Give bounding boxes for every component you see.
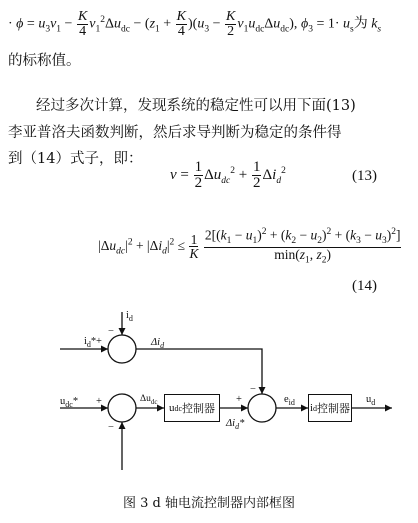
udc-controller-block [164, 394, 220, 422]
equation-14: $|\Delta u_{dc}|^2 + |\Delta i_d|^2$ ≤ $\frac{1}{K}$ $\frac{2[(k_1 - u_1)^2 + (k_2 - u_2)^2 + (k_3 - u_3)^2]}{\min(z_1, z_2)}$ [98, 227, 401, 266]
delta-id-star-label: $\Delta i_d*$ [226, 418, 245, 432]
figure-caption: 图 3 d 轴电流控制器内部框图 [123, 496, 295, 511]
udc-controller-symbol: u [168, 402, 175, 414]
equation-14-number: (14) [352, 278, 377, 294]
paragraph-line-3: 到（14）式子，即： [8, 151, 143, 167]
id-feedback-label: $i_d$ [126, 310, 133, 324]
formula-phi-line: · $\phi = u_3v_1$ − $\frac{K}{4}$ $v_1^2\Delta u_{dc} - (z_1$ + $\frac{K}{4}$ )($u_3$ − $\frac{K}{2}$ $v_1u_{dc}\Delta u_{dc}$), $\phi_3 = 1\cdot u_s$为 $k_s$ [8, 9, 382, 39]
eid-label: $e_{id}$ [284, 394, 295, 408]
sum-junction-1 [108, 335, 136, 363]
sum3-minus-sign: − [250, 384, 256, 395]
delta-id-label: $\Delta i_d$ [151, 337, 165, 351]
equation-13-number: (13) [352, 168, 377, 184]
id-star-label: $i_d*$ [84, 336, 97, 350]
sum2-minus-sign: − [108, 422, 114, 433]
sum-junction-2 [108, 394, 136, 422]
sum1-plus-sign: + [96, 336, 102, 347]
paragraph-line-1: 经过多次计算，发现系统的稳定性可以用下面(13) [36, 98, 356, 114]
id-controller-text: 控制器 [317, 403, 351, 415]
sum-junction-3 [248, 394, 276, 422]
paragraph-line-2: 李亚普洛夫函数判断，然后求导判断为稳定的条件得 [8, 125, 342, 141]
udc-controller-subscript: dc [174, 403, 183, 413]
udc-controller-text: 控制器 [182, 403, 216, 415]
udc-star-label: $u_{dc}*$ [60, 396, 79, 410]
sum1-minus-sign: − [108, 326, 114, 337]
nominal-value-line: 的标称值。 [8, 53, 81, 69]
block-diagram [0, 300, 418, 485]
delta-udc-label: $\Delta u_{dc}$ [140, 394, 158, 406]
id-controller-subscript: d [313, 403, 318, 413]
sum3-plus-sign: + [236, 394, 242, 405]
id-controller-symbol: i [309, 402, 314, 414]
id-controller-block [308, 394, 352, 422]
ud-output-label: $u_d$ [366, 394, 376, 408]
delta-id-line [136, 349, 262, 394]
formula-tail-text: 为 [353, 15, 368, 32]
equation-13: v = $\frac{1}{2}$ $\Delta u_{dc}^2$ + $\frac{1}{2}$ $\Delta i_d^2$ [170, 159, 286, 191]
sum2-plus-sign: + [96, 396, 102, 407]
ks-subscript: s [377, 24, 382, 35]
ks-symbol: k [371, 16, 378, 32]
